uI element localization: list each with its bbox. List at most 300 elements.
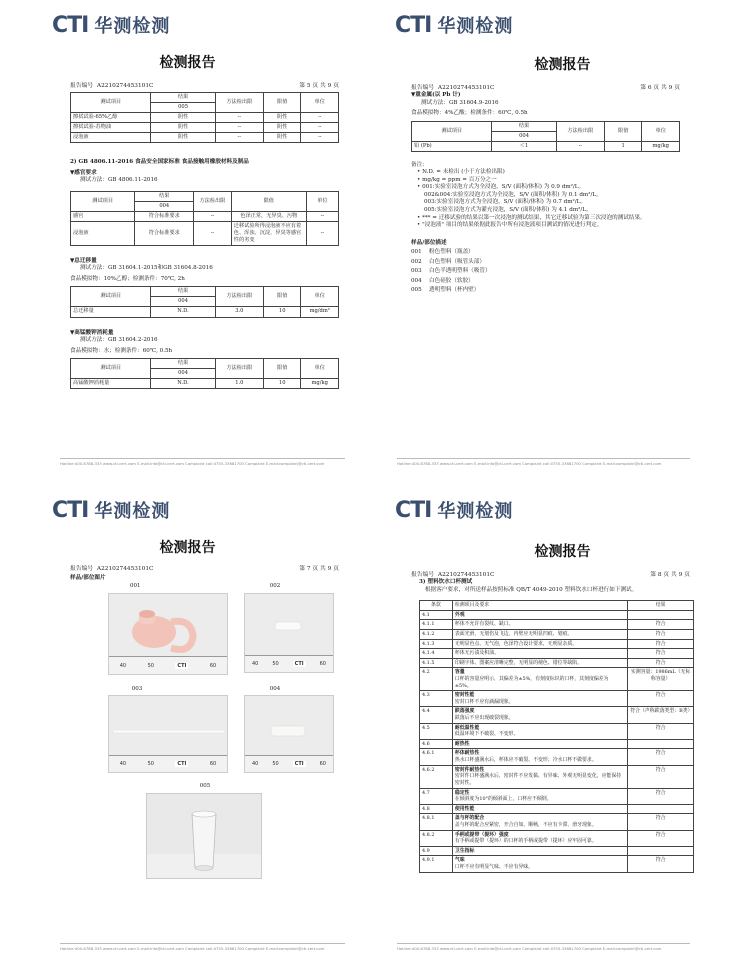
sample-id: 004 — [411, 277, 422, 284]
item-requirement: 有手柄或提带（提环）的口杯的手柄或提带（提环）应牢固可靠。 — [454, 838, 597, 845]
table-row — [420, 846, 694, 856]
table-row — [420, 814, 694, 830]
sample-id: 003 — [411, 268, 422, 275]
header-result: 结果 — [492, 121, 556, 131]
item-requirement: 热水口杯盛满水后，杯体应不破裂、不变形；冷水口杯不做要求。 — [454, 757, 597, 764]
cell-clause: 4.1.3 — [420, 639, 453, 649]
logo-chinese: 华测检测 — [94, 501, 171, 522]
item-title: 使用性能 — [454, 805, 475, 812]
cell-mdl: -- — [215, 133, 263, 143]
item-title: 跌落强度 — [454, 708, 475, 715]
note-item — [424, 199, 680, 207]
table-row — [412, 141, 680, 151]
samples-title: 样品/部位描述 — [411, 239, 447, 246]
cell-result: 符合 — [628, 723, 694, 739]
header-result: 结果 — [628, 601, 694, 611]
table-row — [420, 649, 694, 659]
cell-clause: 4.6.1 — [420, 749, 453, 765]
cell-unit: -- — [306, 211, 338, 221]
report-no: A2210274453101C — [96, 83, 154, 89]
table-row — [420, 788, 694, 804]
cell-limit: 10 — [263, 307, 301, 317]
cell-mdl: -- — [194, 211, 232, 221]
note-text: 003:实验室浸泡方式为全浸泡，S/V (面积/体积) 为 0.7 dm²/L。 — [424, 199, 586, 206]
report-no-label: 报告编号 — [411, 85, 435, 91]
header-unit: 单位 — [306, 191, 338, 211]
section-title: 3) 塑料饮水口杯测试 — [419, 579, 473, 585]
table-row — [420, 765, 694, 788]
page-footer: Hotline:400-6788-333 www.cti-cert.com E-mail:info@cti-cert.com Complaint call:0755-33681700 Complaint E-mail:complaint@cti-cert.com — [60, 458, 345, 466]
list-item — [411, 287, 680, 295]
report-page-5 — [0, 0, 375, 484]
sample-id: 002 — [411, 258, 422, 265]
cell-clause: 4.9.1 — [420, 856, 453, 872]
header-item: 测试项目 — [412, 121, 492, 141]
header-limit: 限值 — [604, 121, 642, 141]
scale-ruler — [245, 655, 333, 672]
cell-clause: 4.7 — [420, 788, 453, 804]
cell-item — [452, 691, 627, 707]
note-text: mg/kg = ppm = 百万分之一 — [422, 176, 497, 183]
subsection-title: ▼总迁移量 — [70, 257, 97, 264]
sample-photo-001 — [108, 593, 228, 675]
note-text: N.D. = 未检出 (小于方法检出限) — [422, 169, 505, 176]
photo-label: 003 — [131, 686, 143, 692]
subsection-title: ▼高锰酸钾消耗量 — [70, 329, 114, 336]
cell-item — [452, 830, 627, 846]
ruler-tick: 40 — [251, 761, 259, 768]
section-desc: 根据客户要求，对所送样品按照标准 QB/T 4049-2010 塑料饮水口杯进行如下测试。 — [425, 586, 638, 593]
cell-item — [452, 629, 627, 639]
item-requirement: 跌落后不应出现破裂现象。 — [454, 715, 514, 722]
item-title: 杯体不允许有裂纹、缺口。 — [454, 621, 514, 628]
note-text: 001:实验室浸泡方式为全浸泡，S/V (面积/体积) 为 0.9 dm²/L。 — [422, 184, 585, 191]
header-sample: 004 — [492, 131, 556, 141]
header-result: 结果 — [151, 359, 215, 369]
report-no-label: 报告编号 — [411, 572, 435, 578]
ruler-tick: 60 — [319, 660, 326, 667]
table-row — [71, 113, 339, 123]
header-unit: 单位 — [301, 287, 339, 307]
logo-chinese: 华测检测 — [94, 16, 171, 37]
item-title: 卫生指标 — [454, 847, 475, 854]
scale-ruler — [109, 755, 227, 772]
cell-result: 符合 — [628, 620, 694, 630]
note-text: *** = 迁移试验的结果以第一次浸泡的测试结果，其它迁移试验为第三次浸泡的测试结果。 — [422, 214, 646, 221]
cell-item — [452, 739, 627, 749]
cell-item — [452, 804, 627, 814]
result-table-heavy-metal — [411, 121, 680, 152]
company-logo — [395, 12, 513, 38]
header-item: 测试项目 — [71, 359, 151, 379]
cell-result: N.D. — [151, 307, 215, 317]
sample-desc: 白色塑料（吸管头部） — [429, 258, 485, 265]
cell-clause: 4.5 — [420, 723, 453, 739]
cell-item — [452, 856, 627, 872]
subsection-title: ▼感官要求 — [70, 169, 97, 176]
cell-clause: 4.6.2 — [420, 765, 453, 788]
cell-item — [452, 610, 627, 620]
cell-result: 阴性 — [151, 123, 215, 133]
ruler-tick: 50 — [272, 660, 279, 667]
header-limit: 限值 — [263, 93, 301, 113]
cell-result: 阴性 — [151, 133, 215, 143]
cell-clause: 4.1.1 — [420, 620, 453, 630]
cell-result: 符合 — [628, 749, 694, 765]
logo-chinese: 华测检测 — [437, 16, 514, 37]
result-table-wipe — [70, 92, 339, 143]
sample-photo-003 — [108, 695, 228, 773]
list-item — [411, 259, 680, 267]
item-requirement: 密封件口杯盛满水后，密封件不应发黏、有异味、外观无明显变化，应能保持密封性。 — [454, 773, 622, 786]
result-table-kmno4 — [70, 358, 339, 389]
cell-item: 感官 — [71, 211, 135, 221]
sample-photo-004 — [244, 695, 334, 773]
logo-latin: CTI — [395, 497, 432, 523]
item-title: 稳定性 — [454, 789, 470, 796]
cell-clause: 4.2 — [420, 668, 453, 691]
header-mdl: 方法检出限 — [556, 121, 604, 141]
result-table-sensory — [70, 191, 339, 246]
table-row — [420, 658, 694, 668]
ruler-tick: 40 — [119, 761, 127, 768]
scale-ruler — [245, 755, 333, 772]
cell-clause: 4.6 — [420, 739, 453, 749]
photo-label: 005 — [199, 783, 211, 789]
photo-label: 002 — [269, 583, 281, 589]
cell-limit: 阴性 — [263, 113, 301, 123]
table-row — [420, 610, 694, 620]
header-item: 测试项目 — [71, 93, 151, 113]
ruler-logo: CTI — [294, 660, 304, 667]
cell-clause: 4.8.1 — [420, 814, 453, 830]
list-item — [411, 268, 680, 276]
report-page-7 — [0, 485, 375, 969]
cell-unit: -- — [301, 123, 339, 133]
table-row — [420, 668, 694, 691]
cell-result — [628, 846, 694, 856]
cell-clause: 4.9 — [420, 846, 453, 856]
report-title: 检测报告 — [159, 540, 216, 556]
logo-latin: CTI — [395, 12, 432, 38]
header-limit: 限值 — [231, 191, 306, 211]
note-text: 005:实验室浸泡方式为灌充浸泡，S/V (面积/体积) 为 4.1 dm²/L。 — [424, 206, 592, 213]
cell-item — [452, 649, 627, 659]
header-mdl: 方法检出限 — [215, 359, 263, 379]
header-result: 结果 — [135, 191, 194, 201]
note-item — [424, 207, 680, 215]
ruler-logo: CTI — [177, 761, 187, 768]
report-no-label: 报告编号 — [70, 83, 94, 89]
photo-label: 001 — [130, 583, 141, 589]
ruler-tick: 50 — [272, 761, 279, 768]
cell-item — [452, 788, 627, 804]
ruler-tick: 50 — [147, 761, 154, 768]
item-requirement: 盖与杯的配合应紧密，开合自如、顺畅，不应有卡滞、滑牙现象。 — [454, 821, 597, 828]
cell-clause: 4.1.4 — [420, 649, 453, 659]
header-sample: 005 — [151, 103, 215, 113]
table-row — [71, 221, 339, 245]
header-unit: 单位 — [301, 93, 339, 113]
report-no-label: 报告编号 — [70, 566, 94, 572]
cell-result: 符合 — [628, 788, 694, 804]
cell-clause: 4.3 — [420, 691, 453, 707]
table-row — [420, 707, 694, 723]
header-limit: 限值 — [263, 287, 301, 307]
table-row — [71, 211, 339, 221]
header-sample: 004 — [135, 201, 194, 211]
page-content — [70, 92, 339, 389]
item-requirement: 口杯不应有明显气味、不应有异味。 — [454, 863, 534, 870]
table-row — [420, 691, 694, 707]
page-footer: Hotline:400-6788-333 www.cti-cert.com E-mail:info@cti-cert.com Complaint call:0755-33681700 Complaint E-mail:complaint@cti-cert.com — [60, 943, 345, 951]
header-item: 测试项目 — [71, 287, 151, 307]
logo-latin: CTI — [52, 497, 89, 523]
notes-list — [417, 169, 680, 229]
logo-chinese: 华测检测 — [437, 501, 514, 522]
cell-item: 浸泡液 — [71, 133, 151, 143]
scale-ruler — [109, 656, 227, 674]
header-mdl: 方法检出限 — [215, 287, 263, 307]
table-row — [420, 830, 694, 846]
sample-desc: 白色半透明塑料（吸管） — [429, 268, 491, 275]
cell-result: 符合 — [628, 765, 694, 788]
ruler-logo: CTI — [294, 761, 304, 768]
header-sample: 004 — [151, 369, 215, 379]
note-item: • 001:实验室浸泡方式为全浸泡，S/V (面积/体积) 为 0.9 dm²/L。 — [417, 184, 585, 191]
table-row — [420, 749, 694, 765]
cell-unit: -- — [301, 113, 339, 123]
item-title: 杯体无污渍及积油。 — [454, 650, 499, 657]
cell-item: 浸泡液 — [71, 221, 135, 245]
table-row — [71, 123, 339, 133]
report-title: 检测报告 — [534, 57, 591, 73]
company-logo — [52, 12, 170, 38]
cell-result: 符合（声称跌落类型：B类） — [628, 707, 694, 723]
report-page-6 — [375, 0, 750, 484]
ruler-tick: 60 — [319, 761, 326, 768]
photo-label: 004 — [269, 686, 281, 692]
table-row — [420, 629, 694, 639]
item-title: 密封件耐热性 — [454, 766, 485, 773]
cell-item — [452, 620, 627, 630]
cell-result: 符合 — [628, 830, 694, 846]
cell-result: ＜1 — [492, 141, 556, 151]
sample-desc: 透明塑料（杯内壁） — [429, 287, 480, 294]
cell-mdl: -- — [215, 113, 263, 123]
table-row — [420, 639, 694, 649]
report-page-8 — [375, 485, 750, 969]
report-title: 检测报告 — [159, 55, 216, 71]
note-text: "浸泡液" 项目的结果依据此报告中所有浸泡液项目测试的情况进行判定。 — [422, 222, 603, 229]
cell-clause: 4.1 — [420, 610, 453, 620]
sample-photo-002 — [244, 593, 334, 673]
test-method: 测试方法：GB 4806.11-2016 — [80, 177, 158, 184]
test-method: 测试方法：GB 31604.9-2016 — [421, 99, 499, 106]
cell-result: 阴性 — [151, 113, 215, 123]
item-requirement: 口杯的容量应明示，其偏差为±5%，有刻度标识的口杯，其刻度偏差为±5%。 — [454, 675, 609, 689]
cell-unit: mg/kg — [642, 141, 680, 151]
cell-limit: 阴性 — [263, 123, 301, 133]
cell-result: 符合 — [628, 691, 694, 707]
test-method: 测试方法：GB 31604.2-2016 — [80, 337, 158, 344]
report-title: 检测报告 — [534, 544, 591, 560]
cell-item: 擦拭试验-苏物油 — [71, 123, 151, 133]
samples-list — [411, 249, 680, 295]
cell-mdl: -- — [194, 221, 232, 245]
cell-item: 擦拭试验-65%乙醇 — [71, 113, 151, 123]
cell-unit: -- — [301, 133, 339, 143]
cell-result: 符合 — [628, 649, 694, 659]
cell-mdl: 3.0 — [215, 307, 263, 317]
cell-limit: 1 — [604, 141, 642, 151]
report-no: A2210274453101C — [437, 85, 495, 91]
cell-item — [452, 658, 627, 668]
subsection-title: ▼重金属(以 Pb 计) — [411, 92, 461, 98]
note-item: • "浸泡液" 项目的结果依据此报告中所有浸泡液项目测试的情况进行判定。 — [417, 222, 603, 229]
cell-result: 符合 — [628, 639, 694, 649]
cell-unit: mg/kg — [301, 379, 339, 389]
ruler-tick: 60 — [209, 662, 217, 669]
page-number: 第 7 页 共 9 页 — [299, 566, 339, 572]
header-sample: 004 — [151, 297, 215, 307]
cell-result — [628, 739, 694, 749]
cell-result: 符合 — [628, 658, 694, 668]
cell-item — [452, 814, 627, 830]
cup-image — [147, 794, 262, 879]
ruler-tick: 40 — [119, 662, 127, 669]
ruler-logo: CTI — [177, 662, 187, 669]
cell-item: 高锰酸钾消耗量 — [71, 379, 151, 389]
header-result: 结果 — [151, 93, 215, 103]
item-title: 容量 — [454, 669, 465, 676]
ruler-tick: 50 — [147, 662, 154, 669]
company-logo — [395, 497, 513, 523]
cell-unit: mg/dm² — [301, 307, 339, 317]
header-unit: 单位 — [301, 359, 339, 379]
notes-title: 备注: — [411, 161, 425, 168]
note-item: • mg/kg = ppm = 百万分之一 — [417, 176, 497, 183]
page-content — [411, 92, 680, 297]
item-title: 无明显色点、无气泡，色泽符合设计要求，无明显杂质。 — [454, 640, 578, 647]
item-requirement: 在倾斜度为10°的倾斜面上，口杯应不倾倒。 — [454, 796, 552, 803]
report-meta — [411, 82, 680, 91]
list-item — [411, 249, 680, 257]
simulant: 食品模拟物：4%乙酸；检测条件：60℃, 0.5h — [411, 110, 528, 117]
cell-item — [452, 723, 627, 739]
cell-clause: 4.1.2 — [420, 629, 453, 639]
table-row — [71, 133, 339, 143]
cup-test-table — [419, 600, 694, 873]
cell-clause: 4.8 — [420, 804, 453, 814]
result-table-migration — [70, 286, 339, 317]
item-title: 外观 — [454, 611, 465, 618]
cell-result: 符合标准要求 — [135, 221, 194, 245]
cell-result: 符合 — [628, 856, 694, 872]
photos-title — [70, 575, 339, 583]
cell-clause: 4.4 — [420, 707, 453, 723]
page-number: 第 6 页 共 9 页 — [640, 85, 680, 91]
cell-result: 符合 — [628, 814, 694, 830]
page-footer: Hotline:400-6788-333 www.cti-cert.com E-mail:info@cti-cert.com Complaint call:0755-33681700 Complaint E-mail:complaint@cti-cert.com — [397, 458, 690, 466]
cell-clause: 4.8.2 — [420, 830, 453, 846]
sample-desc: 粉色塑料（瓶盖） — [429, 249, 474, 256]
cell-item — [452, 668, 627, 691]
header-result: 结果 — [151, 287, 215, 297]
table-row — [420, 856, 694, 872]
item-title: 密封性能 — [454, 692, 475, 699]
page-number: 第 5 页 共 9 页 — [299, 83, 339, 89]
item-title: 耐热性 — [454, 740, 470, 747]
header-limit: 限值 — [263, 359, 301, 379]
cell-mdl: -- — [556, 141, 604, 151]
header-clause: 条款 — [420, 601, 453, 611]
list-item — [411, 278, 680, 286]
item-title: 盖与杯的配合 — [454, 815, 485, 822]
sample-id: 005 — [411, 287, 422, 294]
cell-result: 实测容量：1986mL（无标称容量） — [628, 668, 694, 691]
item-title: 耐低温性能 — [454, 724, 480, 731]
page-content — [419, 579, 694, 873]
cell-limit: 10 — [263, 379, 301, 389]
item-title: 印刷字体、图案应清晰完整，无明显的褪色、错位等缺陷。 — [454, 659, 583, 666]
note-item: • *** = 迁移试验的结果以第一次浸泡的测试结果，其它迁移试验为第三次浸泡的测试结果。 — [417, 214, 646, 221]
header-unit: 单位 — [642, 121, 680, 141]
table-row — [420, 620, 694, 630]
header-item: 测试项目 — [71, 191, 135, 211]
simulant: 食品模拟物：水；检测条件：60℃, 0.5h — [70, 347, 173, 354]
page-number: 第 8 页 共 9 页 — [650, 572, 690, 578]
report-no: A2210274453101C — [96, 566, 154, 572]
company-logo — [52, 497, 170, 523]
note-text: 002&004:实验室浸泡方式为全浸泡，S/V (面积/体积) 为 0.1 dm²/L。 — [424, 191, 602, 198]
simulant: 食品模拟物：10%乙醇；检测条件：70℃, 2h — [70, 275, 185, 282]
sample-id: 001 — [411, 249, 422, 256]
ruler-tick: 60 — [209, 761, 217, 768]
cell-item — [452, 765, 627, 788]
cell-result: N.D. — [151, 379, 215, 389]
cell-item — [452, 749, 627, 765]
section-title: 2) GB 4806.11-2016 食品安全国家标准 食品接触用橡胶材料及制品 — [70, 159, 249, 166]
header-mdl: 方法检出限 — [194, 191, 232, 211]
item-title: 表面光滑，无划伤及飞边，内壁应无明显凹痕、划痕。 — [454, 630, 573, 637]
item-title: 杯体耐热性 — [454, 750, 480, 757]
cell-result: 符合 — [628, 629, 694, 639]
report-no: A2210274453101C — [437, 572, 495, 578]
cell-item — [452, 639, 627, 649]
header-mdl: 方法检出限 — [215, 93, 263, 113]
sample-photo-005 — [146, 793, 262, 879]
cell-item — [452, 846, 627, 856]
cell-result — [628, 610, 694, 620]
report-meta — [411, 569, 690, 578]
item-title: 气味 — [454, 857, 465, 864]
logo-latin: CTI — [52, 12, 89, 38]
cell-unit: -- — [306, 221, 338, 245]
cell-limit: 色泽正常，无异臭、污物 — [231, 211, 306, 221]
cell-item: 总迁移量 — [71, 307, 151, 317]
note-item: • N.D. = 未检出 (小于方法检出限) — [417, 169, 505, 176]
table-row — [71, 379, 339, 389]
report-meta — [70, 80, 339, 89]
cell-mdl: 1.0 — [215, 379, 263, 389]
table-row — [420, 804, 694, 814]
cell-item — [452, 707, 627, 723]
header-item: 检测项目及要求 — [452, 601, 627, 611]
test-method: 测试方法：GB 31604.1-2015和GB 31604.8-2016 — [80, 265, 213, 272]
table-row — [420, 739, 694, 749]
page-footer: Hotline:400-6788-333 www.cti-cert.com E-mail:info@cti-cert.com Complaint call:0755-33681700 Complaint E-mail:complaint@cti-cert.com — [397, 943, 690, 951]
